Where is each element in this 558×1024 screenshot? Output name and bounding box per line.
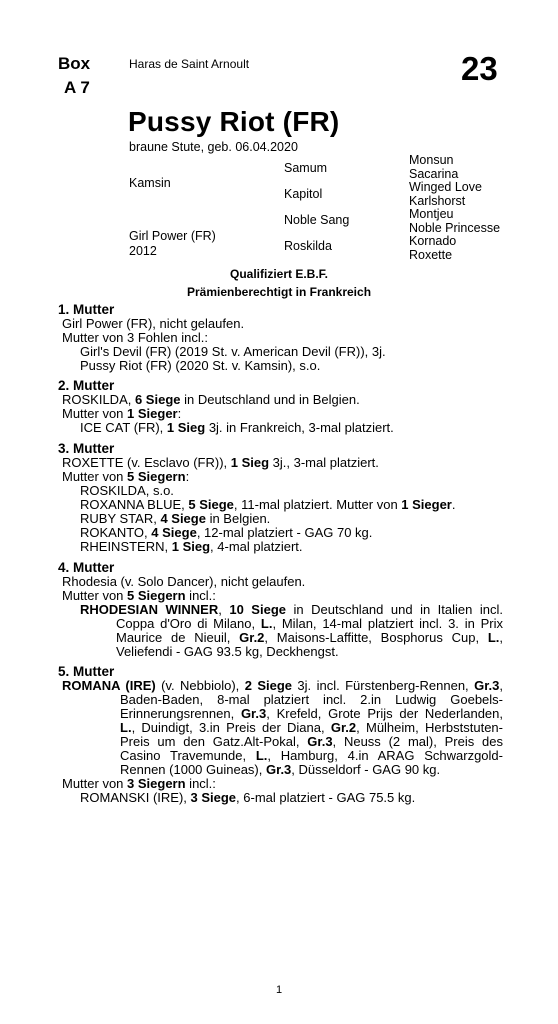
- pedigree-sire: Kamsin: [129, 176, 171, 190]
- section-fifth-dam: [58, 665, 503, 805]
- produce-item: ICE CAT (FR), 1 Sieg 3j. in Frankreich, 3-mal platziert.: [80, 420, 394, 435]
- produce-item: Girl's Devil (FR) (2019 St. v. American Devil (FR)), 3j.: [80, 344, 386, 359]
- produce-item: RUBY STAR, 4 Siege in Belgien.: [80, 511, 271, 526]
- section-title: 1. Mutter: [58, 302, 115, 317]
- section-third-dam: [58, 442, 503, 554]
- section-title: 5. Mutter: [58, 664, 115, 679]
- produce-item: ROMANSKI (IRE), 3 Siege, 6-mal platziert - GAG 75.5 kg.: [80, 790, 416, 805]
- pedigree-ggp: Noble Princesse: [409, 220, 501, 235]
- pedigree-gp: Roskilda: [284, 239, 332, 253]
- produce-line: Mutter von 5 Siegern incl.:: [62, 588, 216, 603]
- dam-line: ROSKILDA, 6 Siege in Deutschland und in Belgien.: [62, 392, 360, 407]
- pedigree-ggp: Monsun: [409, 153, 454, 167]
- box-label: Box: [58, 54, 91, 73]
- produce-line: Mutter von 5 Siegern:: [62, 469, 190, 484]
- horse-description: braune Stute, geb. 06.04.2020: [129, 140, 298, 154]
- pedigree-dam: Girl Power (FR): [129, 229, 216, 243]
- breeder-name: Haras de Saint Arnoult: [129, 57, 250, 71]
- produce-item: ROXANNA BLUE, 5 Siege, 11-mal platziert. Mutter von 1 Sieger.: [80, 497, 456, 512]
- box-number: A 7: [64, 78, 90, 97]
- produce-item: RHEINSTERN, 1 Sieg, 4-mal platziert.: [80, 539, 303, 554]
- dam-line: Rhodesia (v. Solo Dancer), nicht gelaufen.: [62, 574, 306, 589]
- pedigree-ggp: Roxette: [409, 247, 453, 262]
- section-first-dam: [58, 303, 503, 373]
- pedigree-gp: Kapitol: [284, 187, 323, 201]
- produce-item: ROKANTO, 4 Siege, 12-mal platziert - GAG 70 kg.: [80, 525, 373, 540]
- produce-line: Mutter von 1 Sieger:: [62, 406, 182, 421]
- pedigree-dam-year: 2012: [129, 244, 157, 258]
- pedigree-gp: Noble Sang: [284, 213, 350, 227]
- produce-item: Pussy Riot (FR) (2020 St. v. Kamsin), s.o.: [80, 358, 321, 373]
- dam-line: ROXETTE (v. Esclavo (FR)), 1 Sieg 3j., 3-mal platziert.: [62, 455, 379, 470]
- dam-line: Girl Power (FR), nicht gelaufen.: [62, 316, 245, 331]
- pedigree-gp: Samum: [284, 161, 328, 175]
- qualification-ebf: Qualifiziert E.B.F.: [229, 267, 328, 281]
- produce-line: Mutter von 3 Siegern incl.:: [62, 776, 216, 791]
- pedigree-ggp: Sacarina: [409, 166, 459, 181]
- pedigree-ggp: Montjeu: [409, 207, 454, 221]
- produce-item: ROSKILDA, s.o.: [80, 483, 174, 498]
- produce-item: RHODESIAN WINNER, 10 Siege in Deutschland und in Italien incl. Coppa d'Oro di Milano, L., Milan, 14-mal platziert incl. 3. in Prix Maurice de Nieuil, Gr.2, Maisons-Laffitte, Bosphorus Cup, L., Veliefendi - GAG 93.5 kg, Deckhengst.: [80, 602, 503, 659]
- horse-name: Pussy Riot (FR): [128, 106, 340, 137]
- pedigree-ggp: Karlshorst: [409, 193, 466, 208]
- section-title: 4. Mutter: [58, 560, 115, 575]
- section-title: 2. Mutter: [58, 378, 115, 393]
- section-second-dam: [58, 379, 503, 435]
- section-title: 3. Mutter: [58, 441, 115, 456]
- section-fourth-dam: [58, 561, 503, 659]
- produce-line: Mutter von 3 Fohlen incl.:: [62, 330, 208, 345]
- page-number: 1: [276, 984, 283, 996]
- lot-number: 23: [461, 50, 498, 87]
- qualification-france: Prämienberechtigt in Frankreich: [186, 285, 372, 299]
- pedigree-ggp: Kornado: [409, 234, 457, 248]
- pedigree-ggp: Winged Love: [409, 180, 482, 194]
- dam-line: ROMANA (IRE) (v. Nebbiolo), 2 Siege 3j. incl. Fürstenberg-Rennen, Gr.3, Baden-Baden, 8-mal platziert incl. 2.in Ludwig Goebels-Erinnerungsrennen, Gr.3, Krefeld, Grote Prijs der Nederlanden, L., Duindigt, 3.in Preis der Diana, Gr.2, Mülheim, Herbststuten-Preis um den Gatz.Alt-Pokal, Gr.3, Neuss (2 mal), Preis des Casino Travemunde, L., Hamburg, 4.in ARAG Schwarzgold-Rennen (1000 Guineas), Gr.3, Düsseldorf - GAG 90 kg.: [62, 678, 504, 777]
